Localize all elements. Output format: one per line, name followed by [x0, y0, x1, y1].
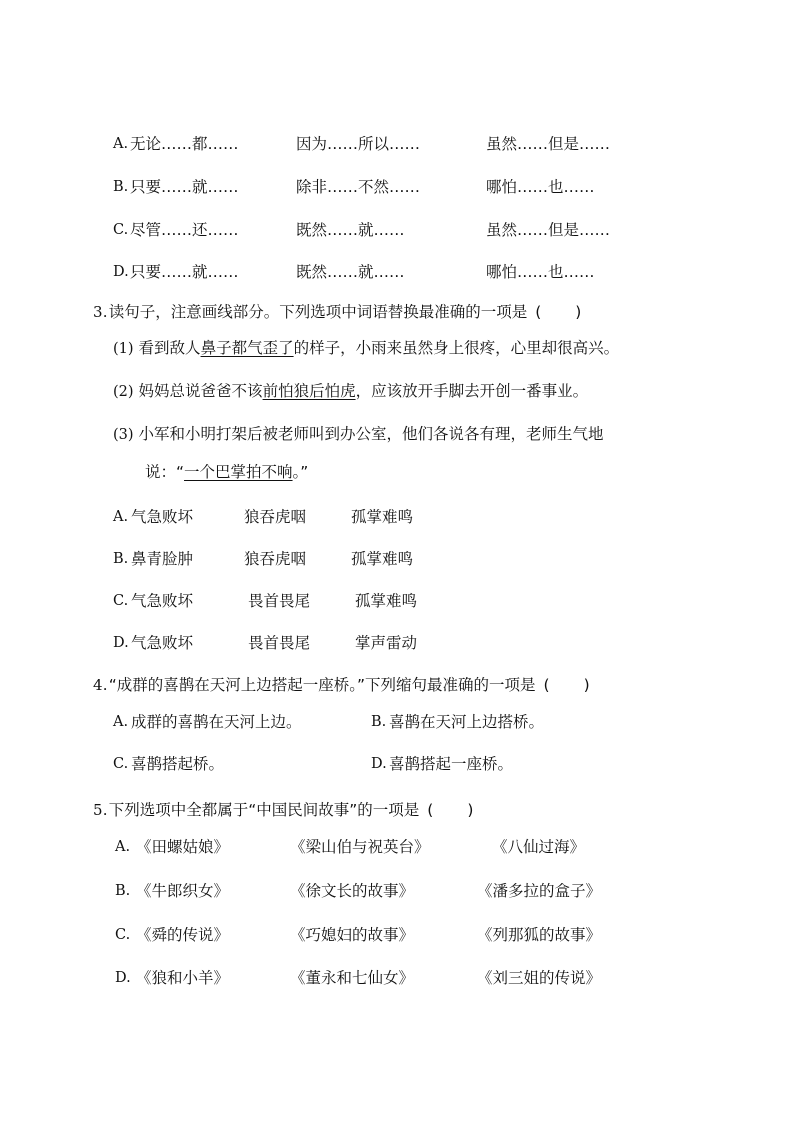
question-4-number: 4.: [93, 676, 108, 694]
option-text: 喜鹊在天河上边搭桥。: [389, 713, 545, 731]
q2-option-letter: D.: [113, 264, 129, 280]
question-3-answer-paren-open[interactable]: (: [535, 303, 542, 321]
question-5-number: 5.: [93, 801, 108, 819]
option-letter: C.: [113, 756, 129, 772]
option-col3: 孤掌难鸣: [351, 550, 414, 568]
option-col1: 《狼和小羊》: [136, 969, 230, 987]
question-3-sentence-3-line1: [113, 427, 604, 443]
option-col1: 《牛郎织女》: [136, 882, 230, 900]
q2-option-col3: 哪怕……也……: [486, 263, 595, 281]
q2-option-col3: 哪怕……也……: [486, 178, 595, 196]
question-5-answer-paren-close: ): [467, 801, 474, 819]
option-col2: 狼吞虎咽: [244, 550, 307, 568]
question-3-stem: [93, 305, 581, 321]
option-letter: D.: [113, 635, 129, 651]
option-letter: C.: [113, 593, 129, 609]
q2-option-letter: B.: [113, 179, 129, 195]
q2-option-col2: 因为……所以……: [296, 135, 421, 153]
option-col3: 《八仙过海》: [492, 838, 586, 856]
option-letter: A.: [113, 714, 129, 730]
sentence-underlined-phrase: 鼻子都气歪了: [200, 339, 294, 357]
sentence-number: (2): [113, 384, 134, 400]
question-3-stem-text: 读句子，注意画线部分。下列选项中词语替换最准确的一项是: [108, 303, 528, 321]
sentence-underlined-phrase: 前怕狼后怕虎: [262, 382, 356, 400]
option-col2: 《徐文长的故事》: [290, 882, 415, 900]
option-letter: B.: [115, 883, 131, 899]
q2-option-col2: 既然……就……: [296, 263, 405, 281]
question-3-answer-paren-close: ): [575, 303, 582, 321]
q2-option-letter: C.: [113, 222, 129, 238]
option-col1: 《田螺姑娘》: [136, 838, 230, 856]
sentence-text-after: ，应该放开手脚去开创一番事业。: [355, 382, 589, 400]
q2-option-col1: 尽管……还……: [130, 221, 239, 239]
option-col3: 《列那狐的故事》: [477, 926, 602, 944]
option-col1: 气急败坏: [131, 508, 194, 526]
option-letter: A.: [113, 509, 129, 525]
question-4-answer-paren-open[interactable]: (: [543, 676, 550, 694]
option-letter: B.: [371, 714, 387, 730]
q2-option-col3: 虽然……但是……: [486, 221, 611, 239]
question-5-stem-text: 下列选项中全都属于“中国民间故事”的一项是: [108, 801, 420, 819]
question-4-answer-paren-close: ): [583, 676, 590, 694]
question-3-sentence-3-line2: [145, 465, 308, 481]
option-text: 喜鹊搭起桥。: [131, 755, 225, 773]
q2-option-col1: 只要……就……: [130, 178, 239, 196]
question-3-sentence-2: [113, 384, 588, 400]
question-3-number: 3.: [93, 303, 108, 321]
sentence-text-after: 的样子，小雨来虽然身上很疼，心里却很高兴。: [293, 339, 620, 357]
option-letter: A.: [115, 839, 131, 855]
option-col2: 《董永和七仙女》: [290, 969, 415, 987]
q2-option-col2: 既然……就……: [296, 221, 405, 239]
sentence-text-before: 看到敌人: [138, 339, 201, 357]
option-col3: 《刘三姐的传说》: [477, 969, 602, 987]
option-col1: 气急败坏: [131, 634, 194, 652]
sentence-text-before: 妈妈总说爸爸不该: [138, 382, 263, 400]
option-text: 喜鹊搭起一座桥。: [389, 755, 514, 773]
option-col1: 气急败坏: [131, 592, 194, 610]
option-col3: 孤掌难鸣: [355, 592, 418, 610]
sentence-underlined-phrase: 一个巴掌拍不响: [184, 463, 293, 481]
question-4-stem: [93, 678, 590, 694]
sentence-number: (3): [113, 427, 134, 443]
option-col3: 孤掌难鸣: [351, 508, 414, 526]
option-col2: 狼吞虎咽: [244, 508, 307, 526]
q2-option-col2: 除非……不然……: [296, 178, 421, 196]
q2-option-col3: 虽然……但是……: [486, 135, 611, 153]
sentence-text-line1: 小军和小明打架后被老师叫到办公室，他们各说各有理，老师生气地: [138, 425, 604, 443]
sentence-text-after: 。”: [292, 463, 309, 481]
option-text: 成群的喜鹊在天河上边。: [131, 713, 302, 731]
option-col2: 《巧媳妇的故事》: [290, 926, 415, 944]
sentence-number: (1): [113, 341, 134, 357]
question-4-stem-text: “成群的喜鹊在天河上边搭起一座桥。”下列缩句最准确的一项是: [108, 676, 536, 694]
option-letter: B.: [113, 551, 129, 567]
option-letter: C.: [115, 927, 131, 943]
question-5-answer-paren-open[interactable]: (: [427, 801, 434, 819]
option-col3: 《潘多拉的盒子》: [477, 882, 602, 900]
question-5-stem: [93, 803, 473, 819]
option-col1: 鼻青脸肿: [131, 550, 194, 568]
option-letter: D.: [115, 970, 131, 986]
q2-option-letter: A.: [113, 136, 129, 152]
option-col1: 《舜的传说》: [136, 926, 230, 944]
option-col2: 畏首畏尾: [248, 592, 311, 610]
q2-option-col1: 无论……都……: [130, 135, 239, 153]
option-col2: 《梁山伯与祝英台》: [290, 838, 430, 856]
q2-option-col1: 只要……就……: [130, 263, 239, 281]
question-3-sentence-1: [113, 341, 619, 357]
option-letter: D.: [371, 756, 387, 772]
option-col3: 掌声雷动: [355, 634, 418, 652]
sentence-text-before: 说：“: [145, 463, 185, 481]
option-col2: 畏首畏尾: [248, 634, 311, 652]
